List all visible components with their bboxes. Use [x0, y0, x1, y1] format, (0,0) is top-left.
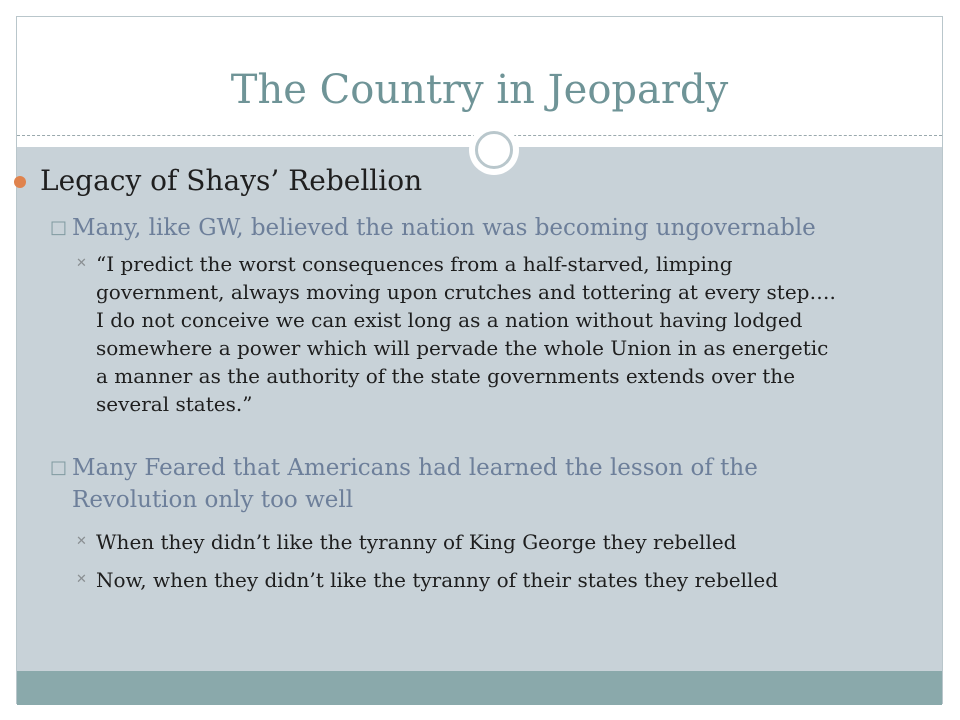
title-area: [17, 17, 942, 135]
bullet-level1-shays: [14, 164, 422, 197]
orange-bullet-icon: [14, 176, 26, 188]
bullet-level3-quote: [76, 250, 956, 418]
quote-line: a manner as the authority of the state governments extends over the: [96, 364, 796, 388]
circle-ornament-icon: [469, 125, 519, 175]
bullet-level3-king-george: [76, 528, 956, 556]
bullet-text: [72, 452, 930, 516]
x-bullet-icon: ✕: [76, 256, 87, 271]
x-bullet-icon: ✕: [76, 534, 87, 549]
square-bullet-icon: □: [50, 217, 68, 238]
slide-title: The Country in Jeopardy: [230, 67, 729, 113]
bullet-level3-states: [76, 566, 956, 594]
bullet-level2-ungovernable: [50, 212, 930, 244]
footer-band: [17, 671, 942, 705]
square-bullet-icon: □: [50, 457, 68, 478]
bullet-text: Legacy of Shays’ Rebellion: [40, 164, 423, 197]
bullet-text: Now, when they didn’t like the tyranny of their states they rebelled: [96, 568, 779, 592]
quote-line: somewhere a power which will pervade the whole Union in as energetic: [96, 336, 829, 360]
quote-line: I do not conceive we can exist long as a nation without having lodged: [96, 308, 803, 332]
bullet-level2-feared: [50, 452, 930, 516]
ring-icon: [475, 131, 513, 169]
bullet-text: Many, like GW, believed the nation was becoming ungovernable: [72, 215, 816, 241]
bullet-line: Revolution only too well: [72, 487, 354, 513]
quote-line: “I predict the worst consequences from a half-starved, limping: [96, 252, 733, 276]
bullet-text: When they didn’t like the tyranny of King George they rebelled: [96, 530, 737, 554]
quote-line: several states.”: [96, 392, 253, 416]
x-bullet-icon: ✕: [76, 572, 87, 587]
bullet-line: Many Feared that Americans had learned the lesson of the: [72, 455, 758, 481]
quote-text: [96, 250, 956, 418]
quote-line: government, always moving upon crutches and tottering at every step….: [96, 280, 836, 304]
